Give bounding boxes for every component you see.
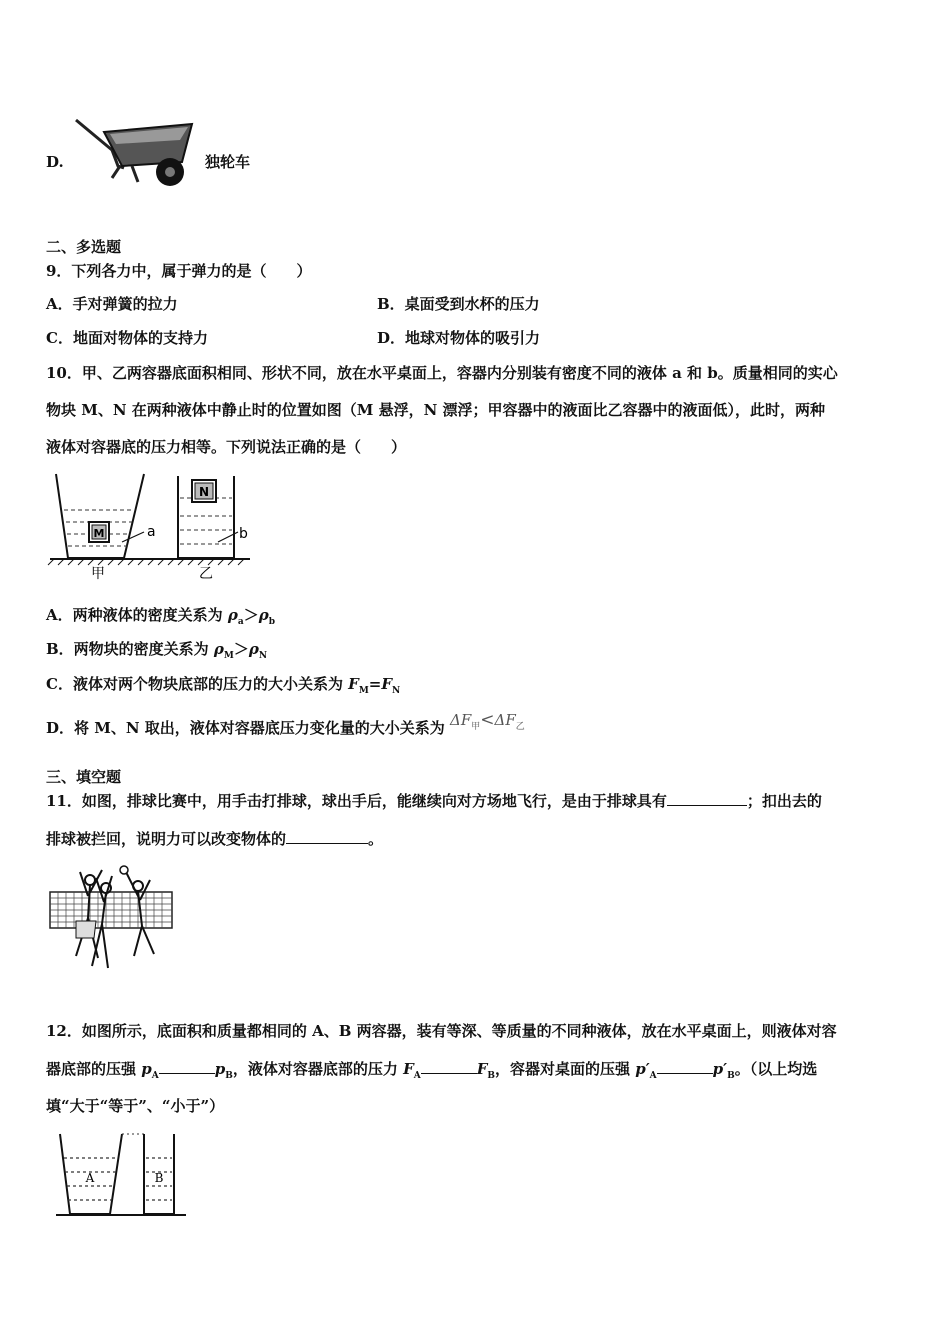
rho-symbol: ρ	[213, 640, 224, 658]
equals-sign: =	[368, 675, 382, 693]
q11-text: 。	[368, 830, 384, 848]
liquid-a-label: a	[147, 524, 156, 540]
container-a-label: A	[85, 1171, 95, 1185]
volleyball-players-image	[46, 866, 176, 981]
q11-line-1	[46, 791, 822, 811]
pressure-symbol: p	[214, 1060, 226, 1078]
less-than: <	[480, 710, 495, 730]
subscript: B	[225, 1071, 233, 1081]
q9-option-a[interactable]: A．手对弹簧的拉力	[46, 295, 178, 313]
subscript: M	[223, 651, 234, 661]
q10-option-a[interactable]	[46, 605, 275, 632]
q11-line-2	[46, 829, 383, 849]
q10-option-a-text: A．两种液体的密度关系为	[46, 606, 228, 624]
q8-option-d-text: 独轮车	[205, 153, 251, 171]
q10-stem-line-1: 10．甲、乙两容器底面积相同、形状不同，放在水平桌面上，容器内分别装有密度不同的液体 a 和 b。质量相同的实心	[46, 364, 838, 382]
q12-blank-2[interactable]	[421, 1059, 477, 1074]
force-symbol: F	[381, 675, 393, 693]
delta-force-symbol: ΔF	[494, 711, 516, 729]
q12-text: ，容器对桌面的压强	[494, 1060, 636, 1078]
container-yi-label: 乙	[199, 566, 213, 582]
subscript: M	[358, 686, 369, 696]
q9-option-c[interactable]: C．地面对物体的支持力	[46, 329, 208, 347]
q10-stem-line-2: 物块 M、N 在两种液体中静止时的位置如图（M 悬浮，N 漂浮；甲容器中的液面比乙容器中的液面低），此时，两种	[46, 401, 826, 419]
q10-option-c-text: C．液体对两个物块底部的压力的大小关系为	[46, 675, 349, 693]
subscript: 甲	[471, 722, 481, 732]
force-symbol: F	[476, 1060, 488, 1078]
subscript: b	[268, 617, 275, 627]
q12-blank-1[interactable]	[159, 1059, 215, 1074]
force-symbol: F	[348, 675, 359, 693]
q9-option-b[interactable]: B．桌面受到水杯的压力	[377, 295, 540, 313]
q8-option-d-letter: D.	[46, 153, 64, 171]
pressure-prime-symbol: p′	[712, 1060, 728, 1078]
q9-option-d[interactable]: D．地球对物体的吸引力	[377, 329, 541, 347]
q11-blank-1[interactable]	[667, 791, 747, 806]
section-title-fill-in: 三、填空题	[46, 768, 122, 786]
q10-containers-figure	[46, 470, 256, 580]
subscript: N	[258, 651, 268, 661]
q10-option-d-text: D．将 M、N 取出，液体对容器底压力变化量的大小关系为	[46, 719, 450, 737]
q9-stem: 9．下列各力中，属于弹力的是（ ）	[46, 262, 312, 280]
rho-symbol: ρ	[248, 640, 259, 658]
q12-line-3: 填“大于“等于”、“小于”）	[46, 1097, 225, 1115]
greater-than: ＞	[243, 606, 259, 624]
pressure-symbol: p	[141, 1060, 152, 1078]
block-n-label: N	[198, 485, 210, 499]
q11-text: ；扣出去的	[746, 792, 822, 810]
rho-symbol: ρ	[227, 606, 238, 624]
q11-blank-2[interactable]	[286, 829, 368, 844]
q10-option-b[interactable]	[46, 639, 267, 666]
rho-symbol: ρ	[258, 606, 269, 624]
subscript: A	[413, 1071, 421, 1081]
subscript: A	[649, 1071, 657, 1081]
q12-line-2	[46, 1059, 817, 1086]
q10-option-c[interactable]	[46, 674, 400, 701]
q12-line-1: 12．如图所示，底面积和质量都相同的 A、B 两容器，装有等深、等质量的不同种液体，放在水平桌面上，则液体对容	[46, 1022, 837, 1040]
q11-text: 排球被拦回，说明力可以改变物体的	[46, 830, 287, 848]
q12-text: 。（以上均选	[734, 1060, 818, 1078]
greater-than: ＞	[233, 640, 249, 658]
pressure-prime-symbol: p′	[635, 1060, 650, 1078]
q10-option-b-text: B．两物块的密度关系为	[46, 640, 214, 658]
q12-text: 器底部的压强	[46, 1060, 142, 1078]
q10-option-d[interactable]	[46, 710, 525, 745]
q12-blank-3[interactable]	[657, 1059, 713, 1074]
subscript: A	[151, 1071, 159, 1081]
subscript: 乙	[515, 722, 525, 732]
q10-stem-line-3: 液体对容器底的压力相等。下列说法正确的是（ ）	[46, 438, 407, 456]
section-title-multiple-choice: 二、多选题	[46, 238, 122, 256]
container-b-label: B	[154, 1171, 164, 1185]
block-m-label: M	[93, 527, 105, 540]
subscript: a	[237, 617, 244, 627]
liquid-b-label: b	[239, 526, 248, 542]
wheelbarrow-image	[72, 110, 202, 200]
subscript: B	[727, 1071, 735, 1081]
container-jia-label: 甲	[91, 566, 105, 582]
subscript: N	[392, 686, 401, 696]
force-symbol: F	[403, 1060, 414, 1078]
q12-text: ，液体对容器底部的压力	[232, 1060, 404, 1078]
q11-text: 11．如图，排球比赛中，用手击打排球，球出手后，能继续向对方场地飞行，是由于排球具有	[46, 792, 667, 810]
subscript: B	[487, 1071, 495, 1081]
q12-containers-figure	[56, 1130, 196, 1220]
delta-force-symbol: ΔF	[450, 711, 472, 729]
